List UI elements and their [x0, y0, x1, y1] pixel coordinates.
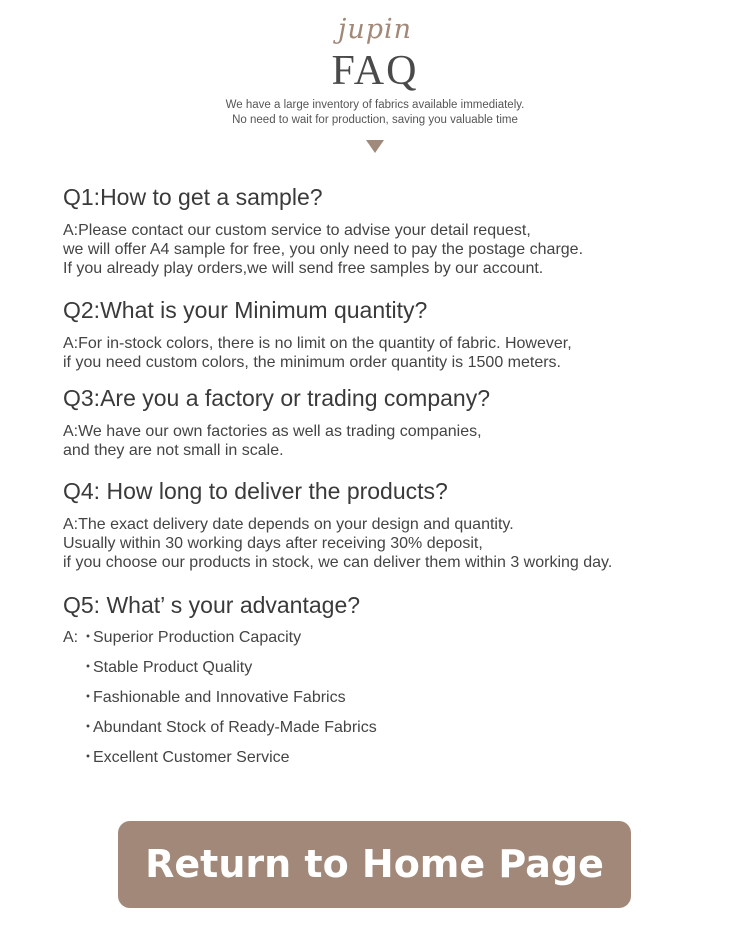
answer-line: and they are not small in scale. [63, 442, 284, 459]
subtitle-line: We have a large inventory of fabrics available immediately. [225, 99, 525, 111]
answer-line: Usually within 30 working days after receiving 30% deposit, [63, 535, 483, 552]
bullet-icon: ・ [80, 719, 97, 736]
bullet-icon: ・ [80, 659, 97, 676]
faq-answer-2 [63, 334, 572, 372]
advantage-label: Superior Production Capacity [93, 629, 302, 646]
faq-question-2: Q2:What is your Minimum quantity? [63, 297, 428, 323]
answer-line: A:Please contact our custom service to advise your detail request, [63, 222, 531, 239]
answer-line: A:The exact delivery date depends on your design and quantity. [63, 516, 514, 533]
answer-line: we will offer A4 sample for free, you only need to pay the postage charge. [63, 241, 584, 258]
list-item [80, 718, 377, 748]
faq-answer-1 [63, 221, 583, 278]
list-item [80, 748, 377, 778]
answer-line: A:We have our own factories as well as trading companies, [63, 423, 482, 440]
faq-answer-4 [63, 515, 612, 572]
answer-line: If you already play orders,we will send free samples by our account. [63, 260, 544, 277]
advantage-label: Abundant Stock of Ready-Made Fabrics [93, 719, 377, 736]
faq-question-5: Q5: What’ s your advantage? [63, 592, 361, 618]
subtitle-line: No need to wait for production, saving you valuable time [232, 114, 518, 126]
answer-line: if you choose our products in stock, we can deliver them within 3 working day. [63, 554, 613, 571]
advantage-label: Stable Product Quality [93, 659, 253, 676]
faq-question-1: Q1:How to get a sample? [63, 184, 323, 210]
faq-answer-3 [63, 422, 482, 460]
page-subtitle [0, 98, 750, 128]
faq-question-4: Q4: How long to deliver the products? [63, 478, 448, 504]
bullet-icon: ・ [80, 749, 97, 766]
brand-logo: jupin [337, 14, 413, 45]
faq-question-3: Q3:Are you a factory or trading company? [63, 385, 490, 411]
return-home-button[interactable]: Return to Home Page [118, 821, 631, 908]
list-item [80, 658, 377, 688]
page-title: FAQ [331, 48, 419, 94]
answer-line: if you need custom colors, the minimum order quantity is 1500 meters. [63, 354, 561, 371]
list-item [80, 688, 377, 718]
advantage-label: Fashionable and Innovative Fabrics [93, 689, 346, 706]
bullet-icon: ・ [80, 629, 97, 646]
bullet-icon: ・ [80, 689, 97, 706]
answer-line: A:For in-stock colors, there is no limit on the quantity of fabric. However, [63, 335, 572, 352]
list-item [80, 628, 377, 658]
advantage-label: Excellent Customer Service [93, 749, 290, 766]
triangle-down-icon [366, 140, 384, 153]
advantages-list [80, 628, 377, 778]
answer-prefix: A: [63, 629, 79, 646]
